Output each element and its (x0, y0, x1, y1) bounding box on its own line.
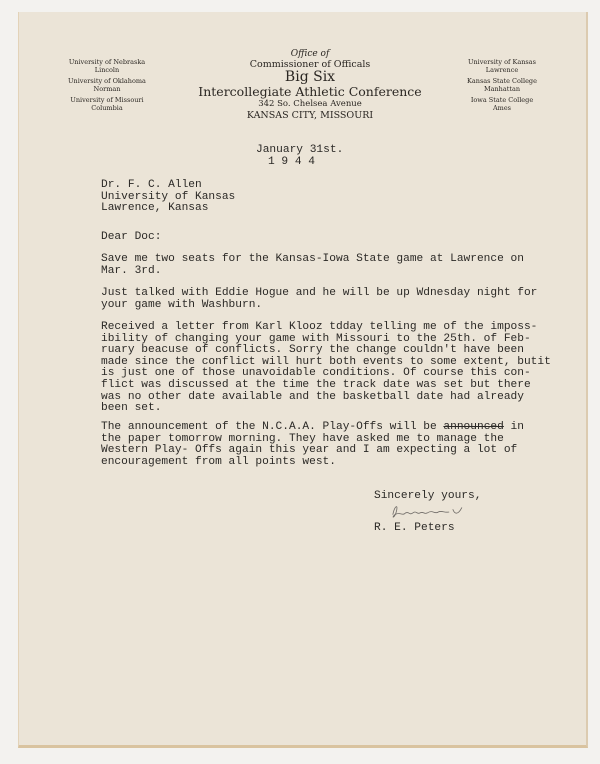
salutation: Dear Doc: (101, 231, 162, 243)
city: KANSAS CITY, MISSOURI (246, 110, 374, 121)
handwritten-signature (381, 502, 481, 522)
text-line: Western Play- Offs again this year and I am expecting a lot of (101, 444, 518, 457)
recipient-line: Dr. F. C. Allen (101, 179, 202, 191)
text-line: was no other date available and the basketball date had already (101, 390, 524, 403)
recipient-line: University of Kansas (101, 190, 236, 203)
recipient-address (101, 180, 235, 215)
text-line (101, 422, 524, 434)
signer-name: R. E. Peters (374, 522, 455, 534)
text-line: Just talked with Eddie Hogue and he will be up Wdnesday night for (101, 287, 538, 299)
member-city: Lincoln (94, 66, 120, 74)
text-line: Save me two seats for the Kansas-Iowa State game at Lawrence on (101, 253, 524, 265)
conference-name: Intercollegiate Athletic Conference (198, 84, 422, 99)
paragraph-1 (101, 254, 524, 277)
paragraph-3 (101, 322, 551, 415)
member-name: University of Oklahoma (68, 77, 146, 85)
text-line: is just one of those unavoidable conditions. Of course this con- (101, 367, 531, 380)
text-line: been set. (101, 402, 162, 415)
text-line: the paper tomorrow morning. They have asked me to manage the (101, 432, 504, 445)
member-name: University of Nebraska (68, 58, 146, 66)
paragraph-4 (101, 422, 524, 468)
date-year: 1 9 4 4 (268, 155, 315, 168)
struck-word: announced (443, 421, 504, 433)
text-line: ibility of changing your game with Missouri to the 25th. of Feb- (101, 332, 531, 345)
text-line: Received a letter from Karl Klooz tdday telling me of the imposs- (101, 321, 538, 333)
commissioner-line: Commissioner of Officals (249, 59, 371, 70)
office-line: Office of (290, 49, 330, 59)
text-span: in (503, 421, 524, 433)
member-name: Kansas State College (467, 77, 537, 85)
member-name: Iowa State College (470, 96, 534, 104)
member-city: Lawrence (485, 66, 519, 74)
text-line: flict was discussed at the time the track date was set but there (101, 378, 531, 391)
letterhead-center (190, 49, 430, 121)
recipient-line: Lawrence, Kansas (101, 202, 209, 215)
letter-date (256, 145, 343, 168)
address: 342 So. Chelsea Avenue (258, 99, 362, 109)
member-city: Ames (492, 104, 512, 112)
org-name: Big Six (284, 69, 336, 85)
letterhead-left-members (52, 58, 162, 115)
paragraph-2 (101, 288, 537, 311)
member-city: Norman (93, 85, 121, 93)
text-line: your game with Washburn. (101, 298, 263, 311)
member-city: Columbia (91, 104, 123, 112)
member-city: Manhattan (483, 85, 521, 93)
text-line: encouragement from all points west. (101, 455, 336, 468)
text-line: ruary beacuse of conflicts. Sorry the change couldn't have been (101, 344, 524, 357)
date-day: January 31st. (256, 144, 344, 156)
letterhead-right-members (447, 58, 557, 115)
member-name: University of Kansas (468, 58, 536, 66)
member-name: University of Missouri (70, 96, 144, 104)
text-line: Mar. 3rd. (101, 264, 162, 277)
text-span: The announcement of the N.C.A.A. Play-Offs will be (101, 421, 444, 433)
closing: Sincerely yours, (374, 490, 482, 502)
text-line: made since the conflict will hurt both events to some extent, butit (101, 355, 551, 368)
